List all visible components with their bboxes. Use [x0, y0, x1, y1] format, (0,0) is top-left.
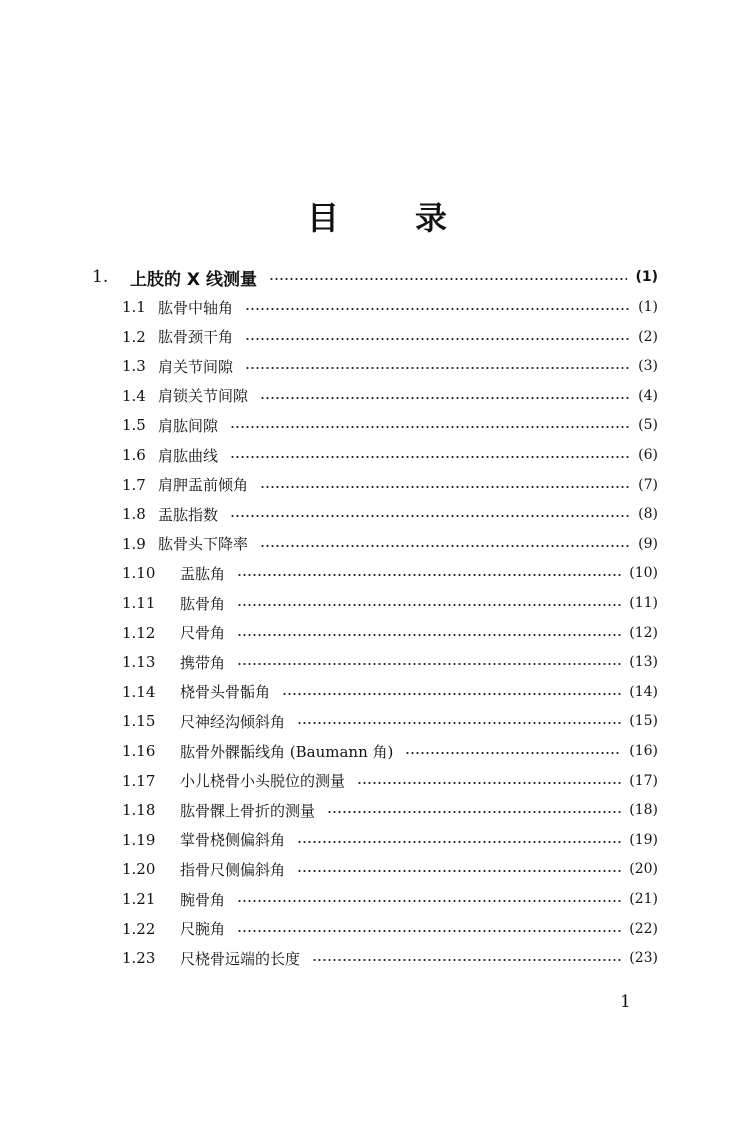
entry-page: (17) — [629, 772, 658, 789]
entry-page: (9) — [638, 535, 658, 552]
toc-entry[interactable] — [122, 296, 658, 318]
toc-entry[interactable] — [122, 622, 658, 644]
entry-number: 1.22 — [122, 919, 156, 938]
entry-title: 肩关节间隙 — [158, 357, 234, 376]
entry-title: 指骨尺侧偏斜角 — [180, 860, 286, 879]
entry-number: 1.11 — [122, 594, 156, 612]
entry-page: (10) — [629, 565, 658, 582]
entry-page: (21) — [629, 891, 658, 907]
dot-leader — [230, 514, 630, 518]
dot-leader — [245, 366, 630, 370]
dot-leader — [260, 485, 630, 489]
toc-entry[interactable] — [122, 444, 658, 466]
toc-entry[interactable] — [122, 858, 658, 880]
entry-number: 1.6 — [122, 446, 146, 464]
entry-number: 1.18 — [122, 801, 156, 820]
entry-number: 1.20 — [122, 860, 156, 879]
dot-leader — [357, 781, 621, 785]
entry-number: 1.2 — [122, 327, 146, 346]
dot-leader — [297, 869, 621, 873]
entry-title: 尺神经沟倾斜角 — [180, 712, 286, 731]
entry-number: 1.8 — [122, 505, 146, 524]
entry-title: 尺桡骨远端的长度 — [180, 949, 301, 968]
dot-leader — [237, 662, 621, 666]
dot-leader — [237, 633, 621, 637]
dot-leader — [230, 425, 630, 429]
entry-page: (22) — [629, 920, 658, 937]
dot-leader — [237, 603, 621, 607]
chapter-page: (1) — [635, 269, 658, 285]
entry-number: 1.5 — [122, 416, 146, 435]
chapter-title: 上肢的 X 线测量 — [130, 269, 257, 290]
entry-page: (3) — [638, 358, 658, 375]
entry-page: (1) — [638, 299, 658, 315]
entry-title: 尺腕角 — [180, 920, 226, 939]
entry-number: 1.1 — [122, 298, 146, 316]
entry-title: 盂肱角 — [180, 564, 226, 583]
entry-title: 肩肱曲线 — [158, 446, 219, 465]
toc-entry[interactable] — [122, 710, 658, 732]
entry-page: (19) — [629, 831, 658, 848]
entry-title: 肱骨头下降率 — [158, 535, 249, 554]
dot-leader — [230, 455, 630, 459]
entry-title: 肩锁关节间隙 — [158, 387, 249, 406]
entry-title: 桡骨头骨骺角 — [180, 683, 271, 702]
entry-number: 1.10 — [122, 564, 156, 583]
toc-entry[interactable] — [122, 592, 658, 614]
entry-title: 肱骨外髁骺线角 (Baumann 角) — [180, 742, 394, 761]
toc-entry[interactable] — [122, 651, 658, 673]
title-char: 录 — [415, 199, 448, 237]
entry-page: (2) — [638, 328, 658, 345]
entry-number: 1.7 — [122, 475, 146, 494]
entry-page: (16) — [629, 743, 658, 759]
toc-entry[interactable] — [122, 385, 658, 407]
dot-leader — [245, 337, 630, 341]
toc-entry[interactable] — [122, 562, 658, 584]
entry-page: (12) — [629, 624, 658, 641]
entry-number: 1.3 — [122, 357, 146, 376]
entry-number: 1.17 — [122, 771, 156, 790]
entry-title: 肱骨髁上骨折的测量 — [180, 801, 316, 820]
entry-page: (8) — [638, 506, 658, 523]
toc-entry[interactable] — [122, 888, 658, 910]
entry-page: (14) — [629, 683, 658, 700]
entry-page: (15) — [629, 713, 658, 730]
dot-leader — [237, 899, 621, 903]
entry-number: 1.16 — [122, 742, 156, 760]
entry-page: (4) — [638, 387, 658, 404]
entry-title: 尺骨角 — [180, 624, 226, 643]
entry-number: 1.13 — [122, 653, 156, 672]
entry-page: (23) — [629, 950, 658, 967]
entry-page: (18) — [629, 802, 658, 819]
title-char: 目 — [306, 199, 339, 237]
toc-entry[interactable] — [122, 799, 658, 821]
dot-leader — [405, 751, 621, 755]
toc-entry[interactable] — [122, 918, 658, 940]
toc-entry[interactable] — [122, 829, 658, 851]
entry-page: (13) — [629, 654, 658, 671]
entry-number: 1.9 — [122, 534, 146, 553]
entry-title: 肩肱间隙 — [158, 416, 219, 435]
dot-leader — [312, 958, 621, 962]
dot-leader — [260, 396, 630, 400]
entry-title: 盂肱指数 — [158, 505, 219, 524]
dot-leader — [237, 929, 621, 933]
dot-leader — [282, 692, 621, 696]
entry-page: (7) — [638, 476, 658, 493]
dot-leader — [297, 721, 621, 725]
dot-leader — [237, 573, 621, 577]
dot-leader — [245, 307, 630, 311]
entry-number: 1.21 — [122, 890, 156, 908]
dot-leader — [297, 840, 621, 844]
toc-entry[interactable] — [122, 474, 658, 496]
toc-chapter[interactable] — [92, 266, 658, 288]
entry-title: 肱骨角 — [180, 594, 226, 613]
dot-leader — [327, 810, 621, 814]
entry-title: 腕骨角 — [180, 890, 226, 909]
entry-page: (6) — [638, 447, 658, 463]
dot-leader — [260, 544, 630, 548]
entry-number: 1.12 — [122, 623, 156, 642]
entry-number: 1.4 — [122, 386, 146, 405]
entry-page: (20) — [629, 861, 658, 878]
dot-leader — [269, 277, 628, 281]
toc-entry[interactable] — [122, 533, 658, 555]
entry-number: 1.15 — [122, 712, 156, 731]
page-number: 1 — [620, 992, 631, 1012]
entry-number: 1.23 — [122, 949, 156, 968]
entry-title: 肩胛盂前倾角 — [158, 476, 249, 495]
toc-entry[interactable] — [122, 681, 658, 703]
entry-title: 小儿桡骨小头脱位的测量 — [180, 772, 346, 791]
toc-entry[interactable] — [122, 326, 658, 348]
toc-entry[interactable] — [122, 355, 658, 377]
entry-page: (11) — [629, 595, 658, 611]
entry-title: 携带角 — [180, 653, 226, 672]
page-title — [0, 193, 754, 239]
entry-number: 1.19 — [122, 830, 156, 849]
toc-entry[interactable] — [122, 414, 658, 436]
toc-entry[interactable] — [122, 770, 658, 792]
entry-title: 肱骨颈干角 — [158, 328, 234, 347]
chapter-number: 1. — [92, 267, 109, 287]
toc-entry[interactable] — [122, 503, 658, 525]
entry-page: (5) — [638, 417, 658, 434]
entry-title: 肱骨中轴角 — [158, 298, 234, 317]
toc-entry[interactable] — [122, 740, 658, 762]
entry-title: 掌骨桡侧偏斜角 — [180, 831, 286, 850]
toc-entry[interactable] — [122, 947, 658, 969]
entry-number: 1.14 — [122, 682, 156, 701]
